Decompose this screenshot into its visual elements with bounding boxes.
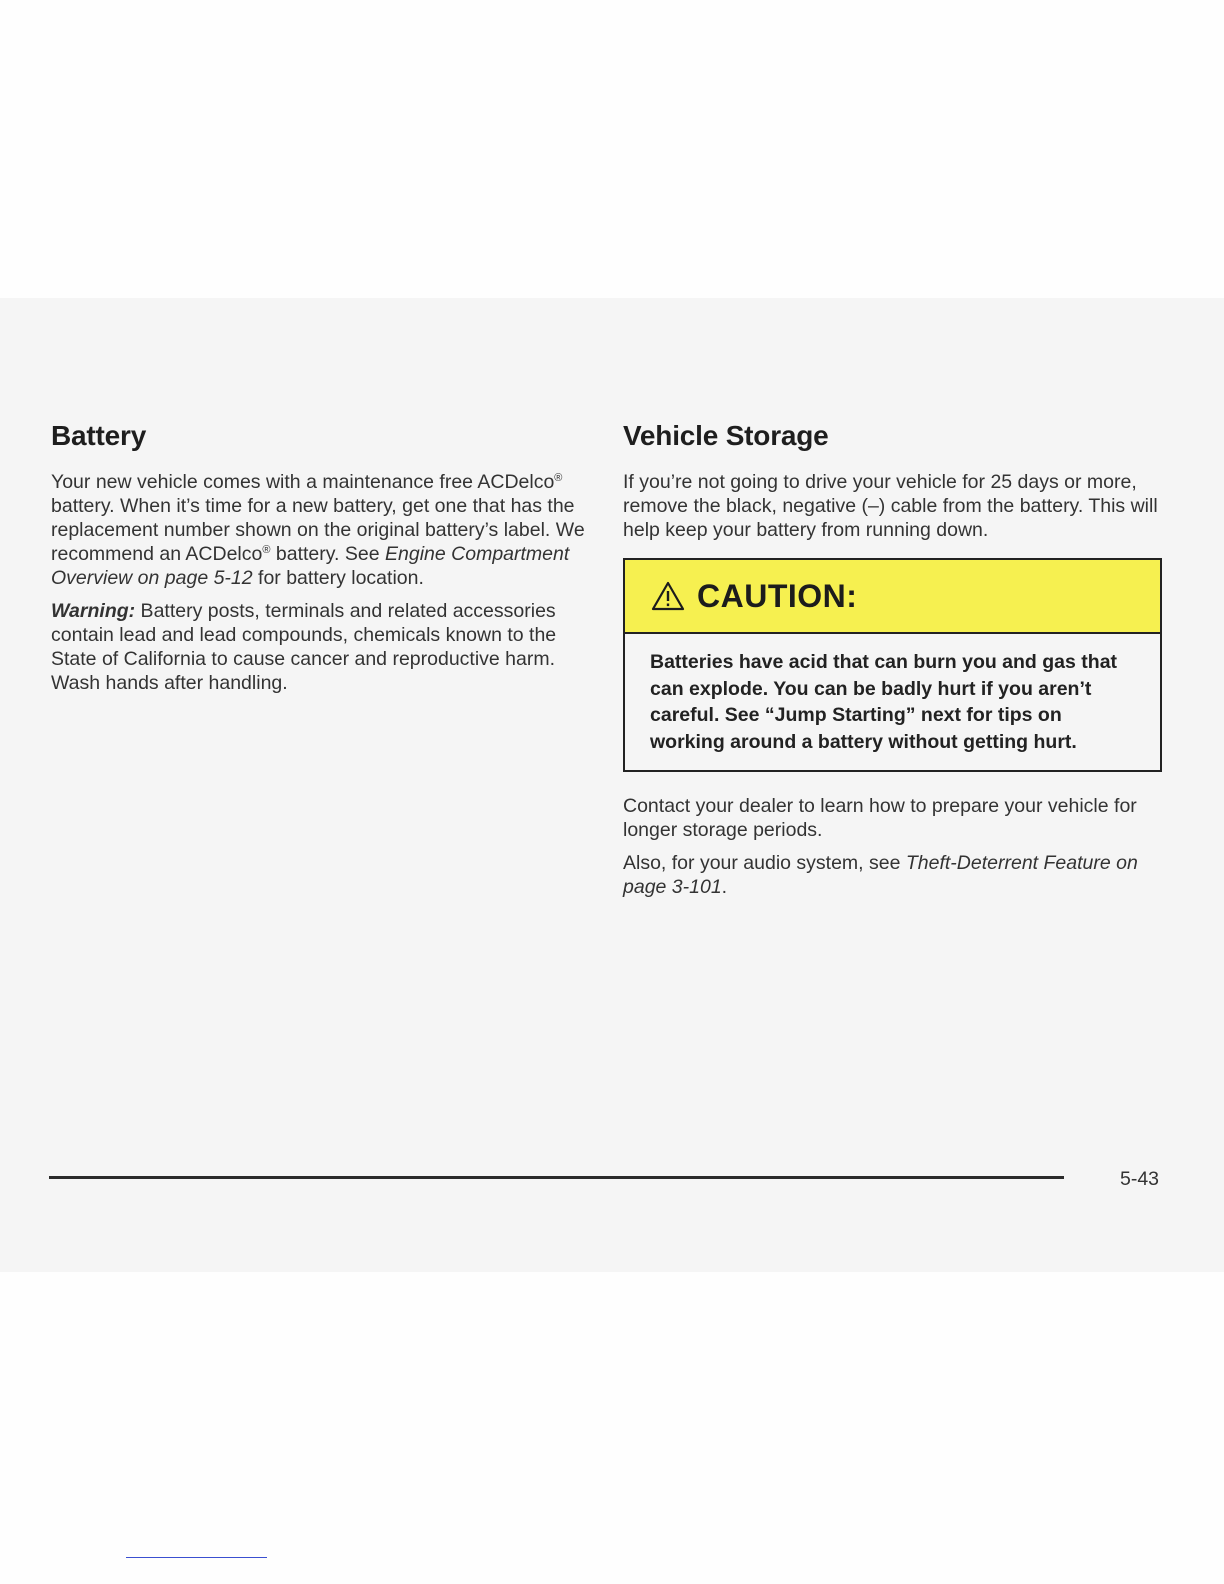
warning-label: Warning: [51,600,136,622]
registered-mark: ® [262,544,271,556]
battery-text-4: for battery location. [252,567,424,589]
warning-text: Battery posts, terminals and related accessories contain lead and lead compounds, chemicals known to the State of California to cause cancer and reproductive harm. Wash hands after handling. [51,600,557,694]
vehicle-storage-section [623,420,1163,908]
caution-body: Batteries have acid that can burn you and gas that can explode. You can be badly hurt if you aren’t careful. See “Jump Starting” next for tips on working around a battery without getting hurt. [650,651,1118,753]
battery-section [51,420,591,704]
battery-text-1: Your new vehicle comes with a maintenance free ACDelco [51,471,555,493]
battery-heading: Battery [51,420,147,451]
battery-text-2: battery. When it’s time for a new battery, get one that has the replacement number shown on the original battery’s label. We recommend an ACDelco [51,495,585,565]
theft-deterrent-reference[interactable]: Theft-Deterrent Feature on page 3-101 [623,852,1138,898]
warning-triangle-icon [651,581,685,611]
audio-text: Also, for your audio system, see [623,852,906,874]
battery-text-3: battery. See [270,543,386,565]
warning-paragraph [51,599,591,695]
page-number: 5-43 [1120,1168,1160,1190]
caution-title: CAUTION: [697,577,858,614]
dealer-paragraph: Contact your dealer to learn how to prepare your vehicle for longer storage periods. [623,795,1137,841]
engine-compartment-reference[interactable]: Engine Compartment Overview on page 5-12 [51,543,570,589]
battery-paragraph [51,470,591,590]
audio-text-end: . [721,876,728,898]
registered-mark: ® [554,472,563,484]
caution-box [623,558,1162,772]
footer-divider [49,1176,1064,1179]
caution-header [625,560,1160,634]
link-underline [126,1557,267,1558]
storage-paragraph: If you’re not going to drive your vehicle for 25 days or more, remove the black, negative (–) cable from the battery. This will help keep your battery from running down. [623,471,1158,541]
vehicle-storage-heading: Vehicle Storage [623,420,829,451]
audio-system-paragraph [623,851,1163,899]
